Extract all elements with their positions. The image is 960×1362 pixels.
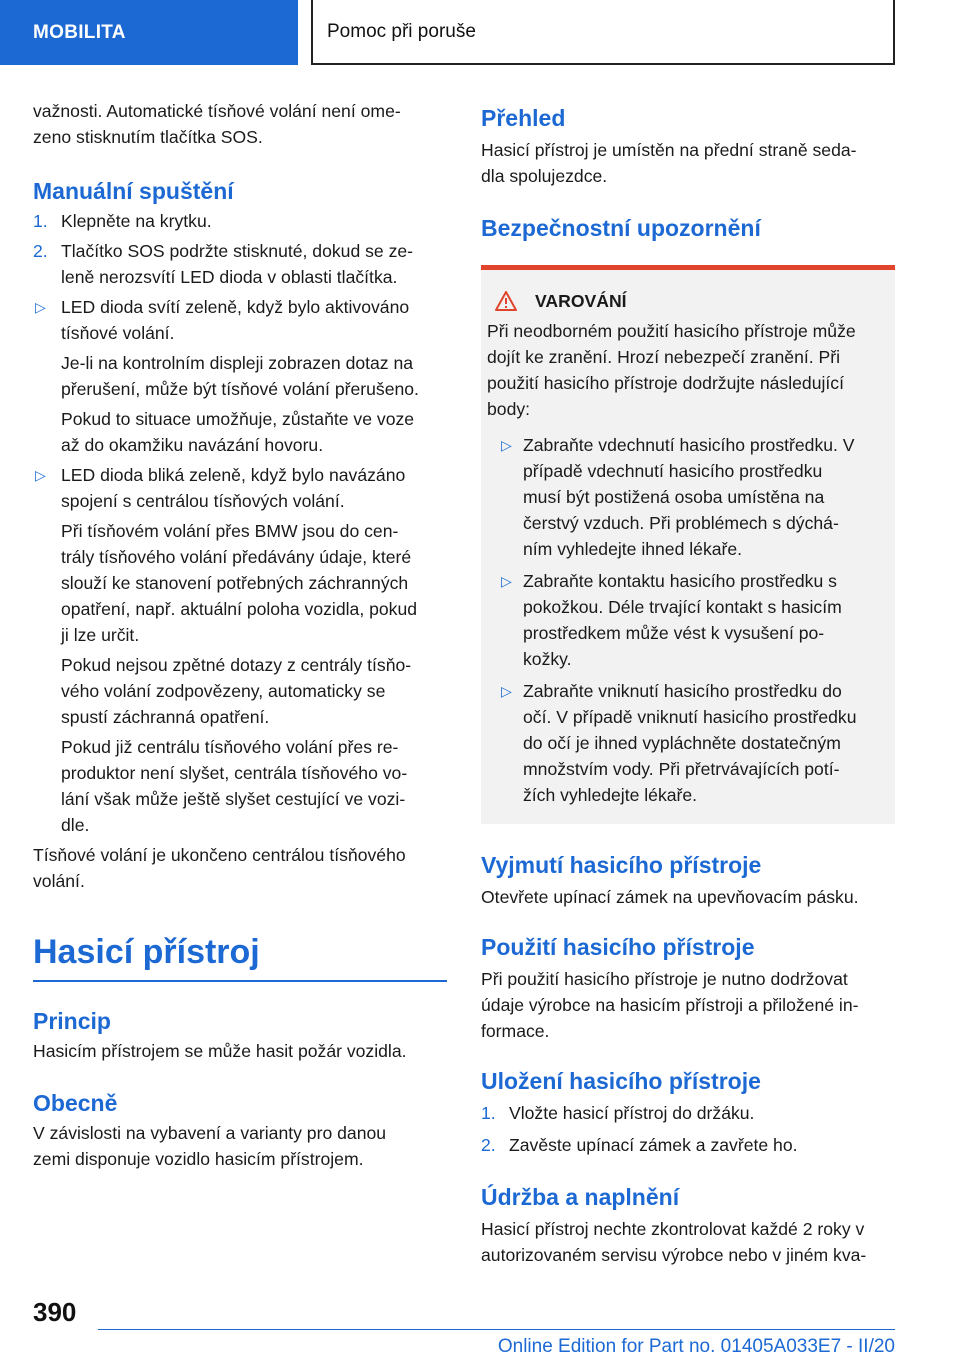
step-item <box>33 238 447 290</box>
step-text: Vložte hasicí přístroj do držáku. <box>509 1103 755 1123</box>
chapter-tab: MOBILITA <box>0 0 298 65</box>
triangle-right-icon: ▷ <box>501 683 512 699</box>
triangle-right-icon: ▷ <box>35 299 46 315</box>
bullet-subtext: Při tísňovém volání přes BMW jsou do cen- trály tísňového volání předávány údaje, které slouží ke stanovení potřebných záchranných opatření, např. aktuální poloha vozidla, pokud ji lze určit. <box>61 521 418 645</box>
chapter-heading: Hasicí přístroj <box>33 932 447 982</box>
section-title: Pomoc při poruše <box>311 0 895 65</box>
bullet-subtext: Pokud nejsou zpětné dotazy z centrály tísňo- vého volání zodpovězeny, automaticky se spustí záchranná opatření. <box>61 655 412 727</box>
maint-heading: Údržba a naplnění <box>481 1184 680 1210</box>
maint-text: Hasicí přístroj nechte zkontrolovat každé 2 roky v autorizovaném servisu výrobce nebo v jiném kva- <box>481 1219 867 1265</box>
obecne-heading: Obecně <box>33 1090 118 1116</box>
manual-heading: Manuální spuštění <box>33 178 234 204</box>
warning-item-text: Zabraňte vniknutí hasicího prostředku do očí. V případě vniknutí hasicího prostředku do očí je ihned vypláchněte dostatečným množstvím vody. Při přetrvávajících potí- žích vyhledejte lékaře. <box>523 681 857 805</box>
use-heading: Použití hasicího přístroje <box>481 934 755 960</box>
right-column <box>481 103 895 1268</box>
bullet-text: LED dioda bliká zeleně, když bylo navázáno spojení s centrálou tísňových volání. <box>61 465 406 511</box>
bullet-item <box>33 294 447 346</box>
bullet-subtext: Je-li na kontrolním displeji zobrazen dotaz na přerušení, může být tísňové volání přerušeno. <box>61 353 419 399</box>
intro-text: važnosti. Automatické tísňové volání není ome- zeno stisknutím tlačítka SOS. <box>33 101 401 147</box>
step-number: 2. <box>481 1135 496 1155</box>
warning-item <box>487 568 883 672</box>
store-step <box>481 1100 895 1126</box>
step-text: Zavěste upínací zámek a zavřete ho. <box>509 1135 798 1155</box>
end-text: Tísňové volání je ukončeno centrálou tísňového volání. <box>33 845 406 891</box>
left-column <box>33 98 447 1172</box>
bullet-subtext: Pokud již centrálu tísňového volání přes re- produktor není slyšet, centrála tísňového vo- lání však může ještě slyšet cestující ve vozi- dle. <box>61 737 408 835</box>
safety-heading: Bezpečnostní upozornění <box>481 215 761 241</box>
warning-triangle-icon <box>495 291 517 311</box>
footer-divider <box>98 1329 895 1330</box>
step-number: 2. <box>33 241 48 261</box>
step-text: Tlačítko SOS podržte stisknuté, dokud se ze- leně nerozsvítí LED dioda v oblasti tlačítka. <box>61 241 414 287</box>
footer-edition: Online Edition for Part no. 01405A033E7 - II/20 <box>497 1336 895 1357</box>
step-number: 1. <box>33 211 48 231</box>
step-text: Klepněte na krytku. <box>61 211 212 231</box>
step-item <box>33 208 447 234</box>
step-number: 1. <box>481 1103 496 1123</box>
prehled-text: Hasicí přístroj je umístěn na přední straně seda- dla spolujezdce. <box>481 140 857 186</box>
store-step <box>481 1132 895 1158</box>
warning-item <box>487 432 883 562</box>
triangle-right-icon: ▷ <box>501 573 512 589</box>
warning-item-text: Zabraňte kontaktu hasicího prostředku s pokožkou. Déle trvající kontakt s hasicím prostředkem může vést k vysušení po- kožky. <box>523 571 842 669</box>
warning-title <box>487 288 883 314</box>
princip-text: Hasicím přístrojem se může hasit požár vozidla. <box>33 1041 407 1061</box>
page-number: 390 <box>33 1297 77 1327</box>
remove-text: Otevřete upínací zámek na upevňovacím pásku. <box>481 887 859 907</box>
bullet-item <box>33 462 447 514</box>
prehled-heading: Přehled <box>481 105 566 131</box>
triangle-right-icon: ▷ <box>35 467 46 483</box>
warning-item <box>487 678 883 808</box>
warning-box <box>481 265 895 824</box>
warning-label: VAROVÁNÍ <box>535 291 627 311</box>
use-text: Při použití hasicího přístroje je nutno dodržovat údaje výrobce na hasicím přístroji a přiložené in- formace. <box>481 969 859 1041</box>
warning-body: Při neodborném použití hasicího přístroje může dojít ke zranění. Hrozí nebezpečí zranění. Při použití hasicího přístroje dodržujte následující body: <box>487 321 856 419</box>
obecne-text: V závislosti na vybavení a varianty pro danou zemi disponuje vozidlo hasicím přístrojem. <box>33 1123 387 1169</box>
warning-item-text: Zabraňte vdechnutí hasicího prostředku. V případě vdechnutí hasicího prostředku musí být postižená osoba umístěna na čerstvý vzduch. Při problémech s dýchá- ním vyhledejte ihned lékaře. <box>523 435 855 559</box>
store-heading: Uložení hasicího přístroje <box>481 1068 761 1094</box>
remove-heading: Vyjmutí hasicího přístroje <box>481 852 762 878</box>
bullet-subtext: Pokud to situace umožňuje, zůstaňte ve voze až do okamžiku navázání hovoru. <box>61 409 415 455</box>
bullet-text: LED dioda svítí zeleně, když bylo aktivováno tísňové volání. <box>61 297 410 343</box>
triangle-right-icon: ▷ <box>501 437 512 453</box>
princip-heading: Princip <box>33 1008 111 1034</box>
